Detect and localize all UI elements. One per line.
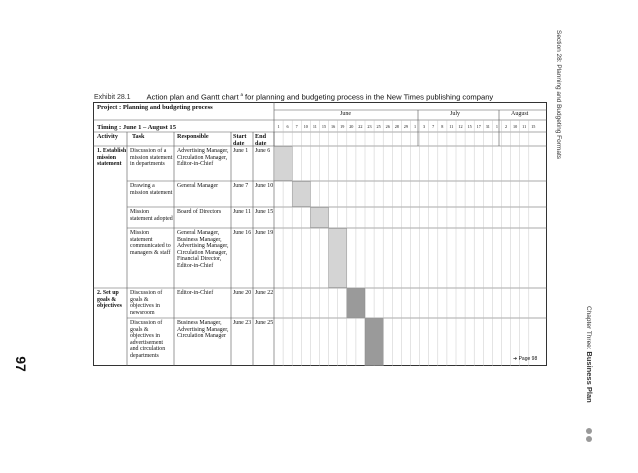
exhibit-title-suffix: for planning and budgeting process in the New Times publishing company <box>245 92 494 102</box>
page-reference[interactable] <box>513 356 537 362</box>
gantt-bar <box>365 319 383 366</box>
footnote-mark: a <box>240 92 244 97</box>
activity-1: 1. Establish mission statement <box>97 148 127 168</box>
end-1: June 6 <box>255 148 271 154</box>
arrow-right-icon: ➜ <box>513 356 518 362</box>
day-label: 19 <box>340 124 345 129</box>
task-2: Drawing a mission statement <box>130 183 173 196</box>
start-6: June 23 <box>233 320 252 326</box>
day-label: 20 <box>349 124 354 129</box>
day-label: 8 <box>441 124 444 129</box>
responsible-5: Editor-in-Chief <box>177 290 214 296</box>
chapter-prefix: Chapter Three: <box>585 306 592 350</box>
gantt-bar <box>274 147 292 181</box>
day-label: 15 <box>467 124 472 129</box>
month-august: August <box>511 111 529 117</box>
day-label: 10 <box>303 124 308 129</box>
day-label: 25 <box>376 124 381 129</box>
day-label: 1 <box>413 124 417 129</box>
end-4: June 19 <box>255 230 274 236</box>
start-1: June 1 <box>233 148 249 154</box>
day-label: 3 <box>423 124 426 129</box>
header-responsible: Responsible <box>177 133 209 140</box>
day-label: 17 <box>476 124 481 129</box>
running-header-section: Section 28: Planning and Budgeting Formats <box>555 30 562 160</box>
day-label: 7 <box>295 124 298 129</box>
gantt-bar <box>292 182 310 207</box>
day-label: 10 <box>513 124 518 129</box>
day-label: 31 <box>485 124 490 129</box>
day-label: 28 <box>394 124 399 129</box>
timing-label: Timing : June 1 – August 15 <box>97 124 177 131</box>
day-label: 1 <box>277 124 280 129</box>
day-label: 11 <box>522 124 527 129</box>
day-label: 16 <box>331 124 336 129</box>
day-label: 11 <box>312 124 317 129</box>
responsible-4: General Manager, Business Manager, Advertising Manager, Circulation Manager, Financial Director, Editor-in-Chief <box>177 230 229 269</box>
start-5: June 20 <box>233 290 252 296</box>
day-label: 23 <box>367 124 372 129</box>
gantt-bar <box>310 208 328 228</box>
day-label: 11 <box>449 124 454 129</box>
end-3: June 15 <box>255 209 274 215</box>
end-5: June 22 <box>255 290 274 296</box>
project-label: Project : Planning and budgeting process <box>97 104 213 111</box>
day-label: 6 <box>286 124 289 129</box>
exhibit-number: Exhibit 28.1 <box>94 94 131 102</box>
day-label: 1 <box>495 124 498 129</box>
responsible-2: General Manager <box>177 183 219 189</box>
day-label: 29 <box>403 124 408 129</box>
day-label: 22 <box>358 124 363 129</box>
page-number: 97 <box>13 356 29 372</box>
day-label: 7 <box>432 124 435 129</box>
gantt-bar <box>329 229 347 288</box>
day-label: 15 <box>531 124 536 129</box>
start-3: June 11 <box>233 209 251 215</box>
activity-2: 2. Set up goals & objectives <box>97 290 122 310</box>
page-reference-label: Page 98 <box>518 356 538 362</box>
header-end-date: End date <box>255 133 267 147</box>
task-3: Mission statement adopted <box>130 209 173 222</box>
task-4: Mission statement communicated to managers & staff <box>130 230 171 256</box>
end-6: June 25 <box>255 320 274 326</box>
exhibit-title: Action plan and Gantt chart <box>146 92 239 102</box>
day-label: 2 <box>504 124 508 129</box>
header-activity: Activity <box>97 133 118 140</box>
end-2: June 10 <box>255 183 274 189</box>
month-july: July <box>450 111 461 117</box>
chapter-title: Business Plan <box>585 351 594 403</box>
gantt-bar <box>347 289 365 318</box>
month-june: June <box>340 111 351 117</box>
start-2: June 7 <box>233 183 249 189</box>
responsible-3: Board of Directors <box>177 209 222 215</box>
header-task: Task <box>132 133 145 140</box>
header-start-date: Start date <box>233 133 247 147</box>
start-4: June 16 <box>233 230 252 236</box>
task-5: Discussion of goals & objectives in newsroom <box>130 290 163 316</box>
day-label: 12 <box>458 124 463 129</box>
responsible-1: Advertising Manager, Circulation Manager, Editor-in-Chief <box>177 148 229 168</box>
day-label: 26 <box>385 124 390 129</box>
task-1: Discussion of a mission statement in departments <box>130 148 173 168</box>
task-6: Discussion of goals & objectives in advertisement and circulation departments <box>130 320 166 359</box>
day-label: 15 <box>321 124 327 129</box>
responsible-6: Business Manager, Advertising Manager, Circulation Manager <box>177 320 229 340</box>
